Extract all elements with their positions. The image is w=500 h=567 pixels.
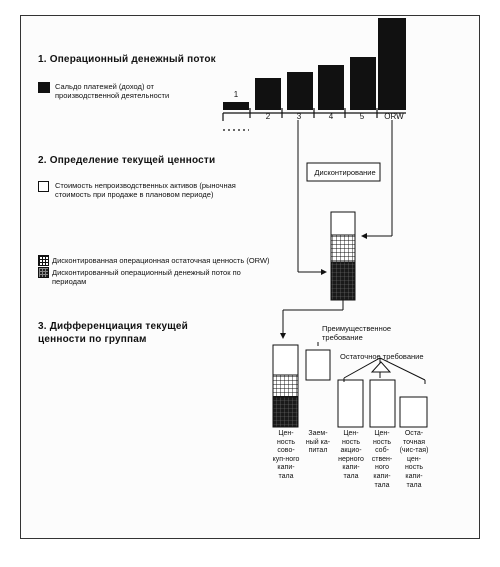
time-axis bbox=[223, 108, 406, 130]
period-label-1: 1 bbox=[233, 90, 239, 99]
priority-claim-label: Преимущественное требование bbox=[322, 324, 392, 342]
bar-period-1 bbox=[223, 102, 249, 110]
total-capital-orw bbox=[273, 375, 298, 397]
column-debt-capital: Заем-ный ка-питал bbox=[305, 430, 331, 455]
legend-dcf-text: Дисконтированный операционный денежный поток по периодам bbox=[52, 268, 241, 286]
present-value-stack bbox=[331, 212, 355, 300]
equity-bar bbox=[370, 380, 395, 427]
bar-period-4 bbox=[318, 65, 344, 110]
discounting-label: Дисконтирование bbox=[314, 168, 376, 177]
bar-period-2 bbox=[255, 78, 281, 110]
stack-dcf bbox=[331, 262, 355, 300]
legend-nonop-text: Стоимость непроизводственных активов (рыночная стоимость при продаже в плановом периоде) bbox=[55, 181, 236, 199]
total-capital-dcf bbox=[273, 397, 298, 427]
claim-brackets bbox=[318, 342, 425, 384]
section2-title: 2. Определение текущей ценности bbox=[38, 155, 216, 166]
period-label-3: 3 bbox=[296, 112, 302, 121]
bar-period-3 bbox=[287, 72, 313, 110]
column-shareholder-capital: Цен-ность акцио-нерного капи-тала bbox=[338, 430, 364, 480]
residual-claim-label: Остаточное требование bbox=[340, 352, 424, 361]
column-net-capital: Оста-точная (чис-тая) цен-ность капи-тала bbox=[399, 430, 429, 489]
cashflow-bars bbox=[223, 18, 406, 110]
bar-orw bbox=[378, 36, 406, 110]
period-label-5: 5 bbox=[359, 112, 365, 121]
bar-period-5 bbox=[350, 57, 376, 110]
period-label-2: 2 bbox=[265, 112, 271, 121]
debt-capital-bar bbox=[306, 350, 330, 380]
column-total-capital: Цен-ность сово-куп-ного капи-тала bbox=[272, 430, 300, 480]
stack-nonop bbox=[331, 212, 355, 235]
shareholder-bar bbox=[338, 380, 363, 427]
bar-orw-top bbox=[378, 18, 406, 36]
section3-title: 3. Дифференциация текущей ценности по группам bbox=[38, 321, 188, 345]
legend-orw-text: Дисконтированная операционная остаточная ценность (ORW) bbox=[52, 256, 270, 265]
net-capital-bar bbox=[400, 397, 427, 427]
legend-cashflow-text: Сальдо платежей (доход) от производственной деятельности bbox=[55, 82, 170, 100]
column-own-capital: Цен-ность соб-ствен-ного капи-тала bbox=[371, 430, 393, 489]
period-label-4: 4 bbox=[328, 112, 334, 121]
stack-orw bbox=[331, 235, 355, 262]
period-label-orw: ORW bbox=[384, 112, 404, 121]
section1-title: 1. Операционный денежный поток bbox=[38, 54, 216, 65]
total-capital-nonop bbox=[273, 345, 298, 375]
